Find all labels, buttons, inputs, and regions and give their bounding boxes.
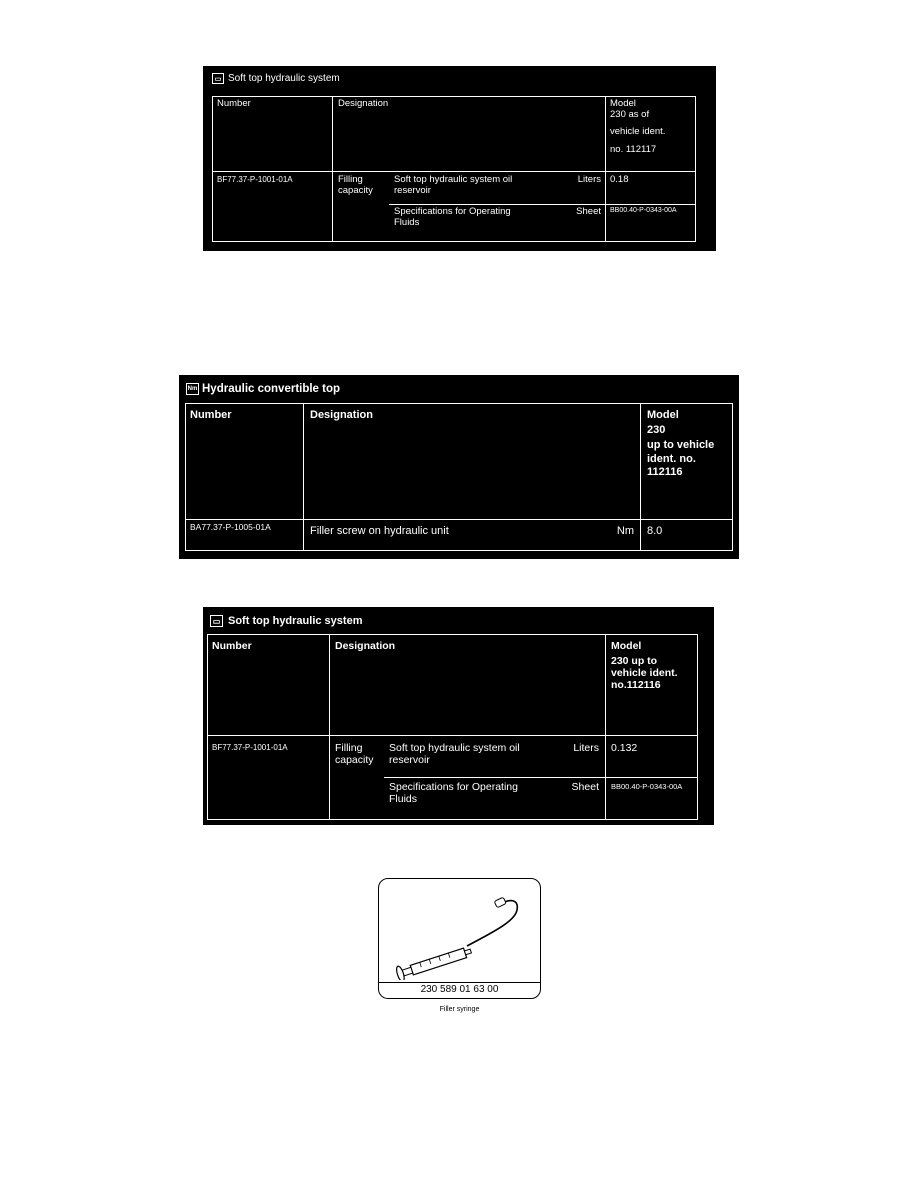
header-number [186,404,304,520]
header-designation-label: Designation [310,409,373,421]
model-line: 112116 [647,466,683,478]
header-designation [333,97,606,172]
row-value-text: 8.0 [647,525,663,537]
row-number-text: BF77.37-P-1001-01A [212,743,288,752]
row-item-text: Filler screw on hydraulic unit [310,525,449,537]
model-line: Model [647,409,679,421]
model-line: Model [611,640,642,652]
row-number [186,520,304,551]
row-number-text: BF77.37-P-1001-01A [217,175,293,184]
row-item-unit: Liters [573,742,599,754]
spec-table [212,96,696,242]
row-item-text: Specifications for Operating Fluids [394,206,511,228]
row-value-text: 0.132 [611,742,638,754]
filler-syringe-icon [389,884,529,980]
tool-divider [379,982,540,983]
row-number-text: BA77.37-P-1005-01A [190,522,271,532]
row-value [606,172,696,242]
row-divider [605,204,695,205]
row-value-text: BB00.40-P-0343-00A [610,207,677,214]
row-item-text: Soft top hydraulic system oil reservoir [394,174,513,196]
row-group-text: Filling capacity [338,174,373,196]
model-line: up to vehicle [647,439,715,451]
row-value [641,520,733,551]
model-line: ident. no. [647,453,696,465]
spec-panel-soft-top-up-to [203,607,714,825]
spec-panel-hydraulic-convertible-top [179,375,739,559]
row-value-text: BB00.40-P-0343-00A [611,782,683,791]
model-line: no. 112117 [610,144,657,155]
header-number-label: Number [190,409,232,421]
row-value-text: 0.18 [610,174,629,185]
panel-title-text: Hydraulic convertible top [202,383,341,395]
row-item-unit: Sheet [576,206,601,217]
panel-title-text: Soft top hydraulic system [228,615,363,627]
row-item-unit: Sheet [571,781,599,793]
row-group-text: Filling capacity [335,742,374,767]
panel-title [212,73,340,84]
spec-panel-soft-top-as-of [203,66,716,251]
panel-title [186,383,340,395]
torque-nm-icon: Nm [186,383,199,395]
model-line: vehicle ident. [610,126,666,137]
spec-table [207,634,698,820]
header-designation [304,404,641,520]
row-value [606,736,698,820]
row-number [213,172,333,242]
header-number [213,97,333,172]
fluid-container-icon: ▭ [212,73,224,84]
tool-caption: Filler syringe [439,1006,480,1013]
model-line: vehicle ident. [611,667,678,679]
row-divider [384,777,606,778]
row-divider [389,204,606,205]
header-number [208,635,330,736]
panel-title [210,615,362,627]
header-designation [330,635,606,736]
row-item-text: Specifications for Operating Fluids [389,781,518,806]
tool-part-number: 230 589 01 63 00 [420,984,499,995]
header-designation-label: Designation [335,640,396,652]
row-designation [330,736,606,820]
row-item-unit: Liters [577,174,601,185]
row-item-unit: Nm [616,525,634,537]
header-model [641,404,733,520]
header-number-label: Number [212,640,252,652]
panel-title-text: Soft top hydraulic system [228,73,340,84]
row-number [208,736,330,820]
row-designation [304,520,641,551]
model-line: Model [610,98,636,109]
header-designation-label: Designation [338,98,389,109]
tool-figure [378,878,541,999]
model-line: 230 as of [610,109,650,120]
header-model [606,97,696,172]
row-divider [605,777,697,778]
model-line: no.112116 [611,679,661,691]
spec-table [185,403,733,551]
model-line: 230 [647,424,666,436]
header-model [606,635,698,736]
model-line: 230 up to [611,655,658,667]
row-designation [333,172,606,242]
header-number-label: Number [217,98,251,109]
fluid-container-icon: ▭ [210,615,223,627]
row-item-text: Soft top hydraulic system oil reservoir [389,742,520,767]
